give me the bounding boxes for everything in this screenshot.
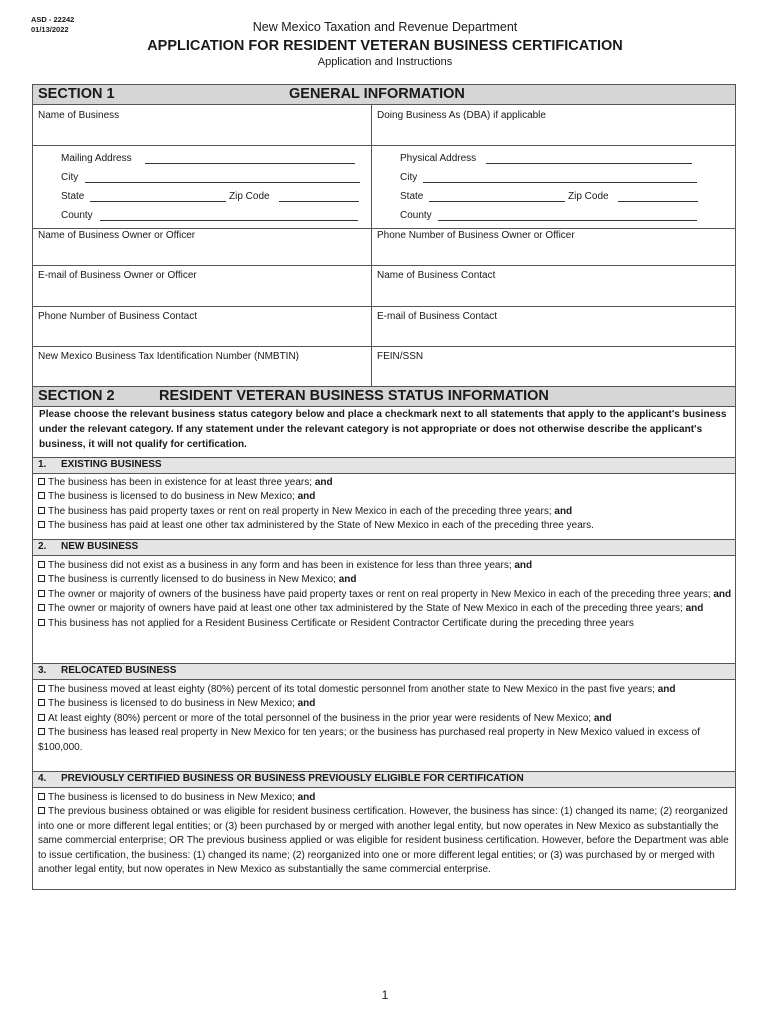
mailing-county-label: County [61, 210, 93, 221]
category-previously-certified-business [33, 771, 735, 788]
statement-conjunction: and [685, 603, 704, 615]
physical-city-label: City [400, 172, 418, 183]
statement-text: The owner or majority of owners of the business have paid property taxes or rent on real property in New Mexico in each of the preceding three years; [48, 588, 711, 600]
mailing-zip-label: Zip Code [229, 191, 270, 202]
nmbtin-label: New Mexico Business Tax Identification Number (NMBTIN) [38, 351, 300, 362]
statement-conjunction: and [554, 505, 573, 517]
statement-conjunction: and [514, 560, 533, 571]
statement-item [38, 726, 732, 755]
statement-text: This business has not applied for a Resident Business Certificate or Resident Contractor Certificate during the preceding three years [48, 617, 634, 629]
dba-label: Doing Business As (DBA) if applicable [377, 110, 546, 121]
mailing-address-field[interactable] [145, 163, 355, 164]
physical-zip-label: Zip Code [568, 191, 609, 202]
application-form [32, 84, 736, 890]
page-subtitle: Application and Instructions [317, 56, 453, 68]
category-number: 3. [38, 665, 47, 676]
statement-text: The owner or majority of owners have paid at least one other tax administered by the State of New Mexico in each of the preceding three years; [48, 603, 683, 615]
section2-instructions: Please choose the relevant business status category below and place a checkmark next to all statements that apply to the applicant's business under the relevant category. If any statement under the relevant category is not appropriate or does not otherwise describe the applicant's business, it will not qualify for certification. [39, 409, 727, 450]
statement-text: At least eighty (80%) percent or more of the total personnel of the business in the prior year were residents of New Mexico; [48, 712, 592, 724]
statement-checkbox[interactable] [38, 699, 45, 706]
statement-checkbox[interactable] [38, 575, 45, 582]
statement-checkbox[interactable] [38, 521, 45, 528]
statement-item [38, 476, 732, 490]
row-divider [33, 145, 735, 146]
statement-item [38, 805, 732, 877]
mailing-address-label: Mailing Address [61, 153, 132, 164]
physical-state-label: State [400, 191, 424, 202]
section1-divider [371, 105, 372, 386]
statement-checkbox[interactable] [38, 492, 45, 499]
section2-heading: RESIDENT VETERAN BUSINESS STATUS INFORMATION [159, 388, 549, 404]
category-name: NEW BUSINESS [61, 541, 139, 552]
contact-name-label: Name of Business Contact [377, 270, 496, 281]
owner-phone-label: Phone Number of Business Owner or Officer [377, 230, 575, 241]
physical-address-label: Physical Address [400, 153, 477, 164]
section2-header [33, 386, 735, 407]
form-number: ASD - 22242 [31, 15, 75, 24]
contact-phone-label: Phone Number of Business Contact [38, 311, 197, 322]
statement-text: The business is licensed to do business in New Mexico; [48, 698, 295, 710]
statement-conjunction: and [297, 792, 316, 803]
page-number: 1 [381, 988, 389, 1002]
statement-conjunction: and [657, 684, 676, 695]
mailing-city-field[interactable] [85, 182, 360, 183]
physical-county-field[interactable] [438, 220, 697, 221]
statement-checkbox[interactable] [38, 807, 45, 814]
form-date: 01/13/2022 [31, 25, 69, 34]
category-number: 2. [38, 541, 47, 552]
category-name: EXISTING BUSINESS [61, 459, 162, 470]
category-existing-business [33, 457, 735, 474]
statement-checkbox[interactable] [38, 478, 45, 485]
category-relocated-business [33, 663, 735, 680]
page-title: APPLICATION FOR RESIDENT VETERAN BUSINESS CERTIFICATION [147, 38, 623, 54]
owner-email-label: E-mail of Business Owner or Officer [38, 270, 197, 281]
statement-checkbox[interactable] [38, 728, 45, 735]
statement-checkbox[interactable] [38, 685, 45, 692]
statement-checkbox[interactable] [38, 590, 45, 597]
statement-checkbox[interactable] [38, 561, 45, 568]
statement-item [38, 559, 732, 573]
mailing-city-label: City [61, 172, 79, 183]
mailing-county-field[interactable] [100, 220, 358, 221]
statement-item [38, 519, 732, 533]
statement-item [38, 573, 732, 587]
statement-text: The business moved at least eighty (80%) percent of its total domestic personnel from another state to New Mexico in the past five years; [48, 684, 655, 695]
name-of-business-label: Name of Business [38, 110, 120, 121]
category-items [38, 476, 732, 534]
row-divider [33, 265, 735, 266]
physical-address-field[interactable] [486, 163, 692, 164]
statement-text: The business is licensed to do business in New Mexico; [48, 491, 295, 503]
statement-conjunction: and [314, 477, 333, 488]
statement-item [38, 683, 732, 697]
statement-checkbox[interactable] [38, 714, 45, 721]
category-items [38, 683, 732, 755]
statement-text: The previous business obtained or was eligible for resident business certification. However, the business has since: (1) changed its name; (2) reorganized into one or more different legal entities; or (3) been purchased by or merged with another legal entity, but now operates in New Mexico as substantially the same commercial enterprise; OR The previous business applied or was eligible for resident business certification. However, before the Department was able to issue certification, the business: (1) changed its name; (2) reorganized into one or more different legal entities; or (3) was purchased by or merged with another legal entity, but now operates in New Mexico as substantially the same commercial enterprise. [38, 806, 729, 876]
row-divider [33, 346, 735, 347]
statement-checkbox[interactable] [38, 619, 45, 626]
statement-text: The business is currently licensed to do business in New Mexico; [48, 574, 336, 586]
section2-label: SECTION 2 [38, 388, 115, 404]
statement-conjunction: and [297, 491, 316, 503]
statement-text: The business has paid at least one other tax administered by the State of New Mexico in each of the preceding three years. [48, 520, 594, 532]
statement-item [38, 588, 732, 602]
contact-email-label: E-mail of Business Contact [377, 311, 498, 322]
statement-item [38, 602, 732, 616]
statement-conjunction: and [297, 698, 316, 710]
statement-text: The business is licensed to do business in New Mexico; [48, 792, 295, 803]
statement-item [38, 697, 732, 711]
category-number: 4. [38, 773, 47, 784]
owner-name-label: Name of Business Owner or Officer [38, 230, 196, 241]
statement-conjunction: and [713, 588, 732, 600]
category-items [38, 791, 732, 877]
physical-city-field[interactable] [423, 182, 697, 183]
fein-label: FEIN/SSN [377, 351, 424, 362]
department-name: New Mexico Taxation and Revenue Department [252, 20, 518, 34]
statement-checkbox[interactable] [38, 604, 45, 611]
row-divider [33, 228, 735, 229]
section1-heading: GENERAL INFORMATION [289, 86, 465, 102]
statement-conjunction: and [338, 574, 357, 586]
mailing-zip-field[interactable] [279, 201, 359, 202]
category-items [38, 559, 732, 631]
statement-item [38, 617, 732, 631]
mailing-state-field[interactable] [90, 201, 226, 202]
mailing-state-label: State [61, 191, 85, 202]
statement-checkbox[interactable] [38, 793, 45, 800]
statement-text: The business has leased real property in New Mexico for ten years; or the business has purchased real property in New Mexico valued in excess of $100,000. [38, 727, 700, 753]
row-divider [33, 306, 735, 307]
category-number: 1. [38, 459, 47, 470]
statement-item [38, 712, 732, 726]
physical-zip-field[interactable] [618, 201, 698, 202]
statement-item [38, 490, 732, 504]
category-name: PREVIOUSLY CERTIFIED BUSINESS OR BUSINESS PREVIOUSLY ELIGIBLE FOR CERTIFICATION [61, 773, 524, 784]
category-name: RELOCATED BUSINESS [61, 665, 177, 676]
statement-text: The business has been in existence for at least three years; [48, 477, 313, 488]
physical-state-field[interactable] [429, 201, 565, 202]
statement-conjunction: and [593, 712, 612, 724]
physical-county-label: County [400, 210, 432, 221]
statement-checkbox[interactable] [38, 507, 45, 514]
section1-label: SECTION 1 [38, 86, 115, 102]
category-new-business [33, 539, 735, 556]
statement-item [38, 505, 732, 519]
section1-header [33, 85, 735, 105]
statement-item [38, 791, 732, 805]
statement-text: The business did not exist as a business in any form and has been in existence for less than three years; [48, 560, 512, 571]
statement-text: The business has paid property taxes or rent on real property in New Mexico in each of the preceding three years; [48, 505, 552, 517]
